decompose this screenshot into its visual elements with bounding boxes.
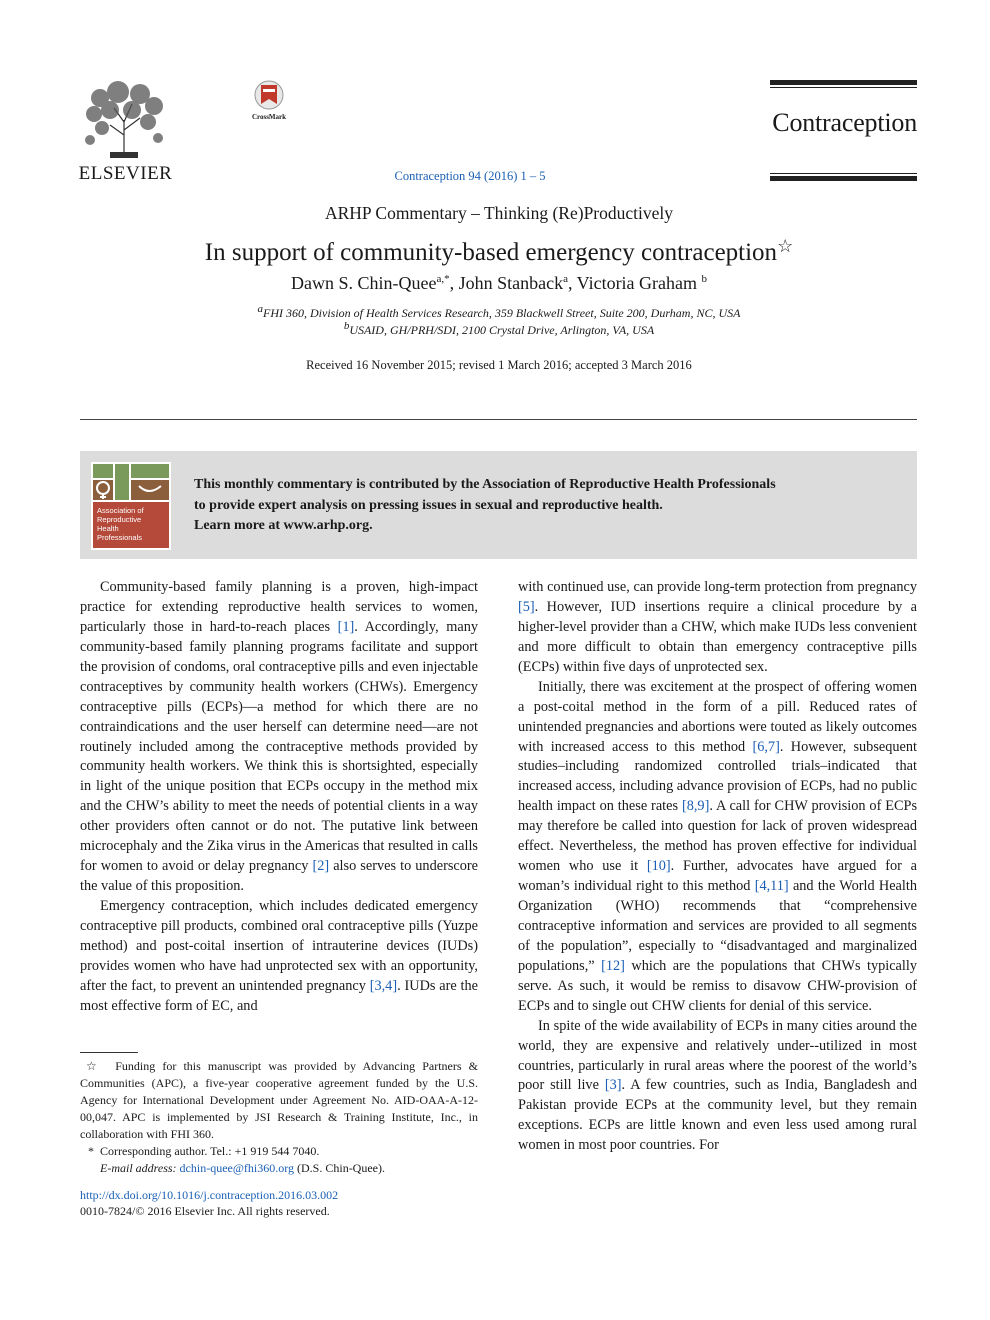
footnotes xyxy=(80,1058,478,1177)
email-label: E-mail address: xyxy=(100,1161,177,1175)
author-affil-mark[interactable]: a,* xyxy=(436,273,450,285)
arhp-line: This monthly commentary is contributed by the Association of Reproductive Health Professionals xyxy=(194,477,776,492)
journal-masthead-rule-bottom xyxy=(770,173,917,181)
arhp-description xyxy=(194,475,904,537)
paragraph: with continued use, can provide long-term protection from pregnancy [5]. However, IUD insertions require a clinical procedure by a higher-level provider than a CHW, which make IUDs less convenient and more difficult to obtain than emergency contraceptive pills (ECPs) within five days of unprotected sex. xyxy=(518,579,917,675)
journal-name[interactable]: Contraception xyxy=(772,108,917,137)
elsevier-tree-icon xyxy=(80,80,168,160)
crossmark-icon xyxy=(247,80,291,114)
body-column-right xyxy=(518,578,917,1156)
affiliation xyxy=(0,320,990,338)
doi-link[interactable]: http://dx.doi.org/10.1016/j.contraception.2016.03.002 xyxy=(80,1188,339,1202)
email-link[interactable]: dchin-quee@fhi360.org xyxy=(179,1161,295,1175)
author-affil-mark[interactable]: a xyxy=(563,273,568,285)
reference-link[interactable]: [3] xyxy=(604,1077,622,1094)
footnote-star-icon: ☆ xyxy=(86,1059,101,1073)
author-name[interactable]: Dawn S. Chin-Quee xyxy=(290,273,437,293)
author-name[interactable]: Victoria Graham xyxy=(576,273,698,293)
paragraph: In spite of the wide availability of ECPs in many cities around the world, they are expensive and relatively under--utilized in most countries, particularly in rural areas where the poorest of the world’s poor still live [3]. A few countries, such as India, Bangladesh and Pakistan provide ECPs at the community level, but they remain exceptions. ECPs are little known and even less used among rural women in most poor countries. For xyxy=(518,1017,917,1154)
reference-link[interactable]: [2] xyxy=(312,858,330,875)
affiliation-text: FHI 360, Division of Health Services Research, 359 Blackwell Street, Suite 200, Durham, NC, USA xyxy=(263,306,741,320)
title-footnote-star-icon[interactable]: ☆ xyxy=(777,236,794,256)
arhp-link-line[interactable]: Learn more at www.arhp.org. xyxy=(194,518,373,533)
journal-masthead-rule xyxy=(770,80,917,88)
funding-footnote: ☆ Funding for this manuscript was provided by Advancing Partners & Communities (APC), a five-year cooperative agreement funded by the U.S. Agency for International Development under Agreement No. AID-OAA-A-12-00,047. APC is implemented by JSI Research & Training Institute, Inc., in collaboration with FHI 360. xyxy=(80,1059,479,1141)
divider xyxy=(80,419,917,420)
affiliation xyxy=(0,303,990,321)
affiliation-text: USAID, GH/PRH/SDI, 2100 Crystal Drive, Arlington, VA, USA xyxy=(349,323,655,337)
author-list: Dawn S. Chin-Quee$^{a,*}$, John Stanback$^a$, Victoria Graham $^b$ xyxy=(290,273,708,293)
elsevier-logo[interactable] xyxy=(78,80,173,182)
reference-link[interactable]: [3,4] xyxy=(369,977,398,994)
arhp-logo-text: Association of Reproductive Health Professionals xyxy=(97,506,144,542)
reference-link[interactable]: [12] xyxy=(601,957,625,974)
corresponding-footnote: * Corresponding author. Tel.: +1 919 544 7040. xyxy=(88,1144,320,1158)
paragraph: Emergency contraception, which includes dedicated emergency contraceptive pill products, combined oral contraceptive pills (Yuzpe method) and post-coital insertion of intrauterine devices (IUDs) provides women who have had unprotected sex with an opportunity, after the fact, to prevent an unintended pregnancy [3,4]. IUDs are the most effective form of EC, and xyxy=(80,898,478,1014)
arhp-logo[interactable] xyxy=(91,462,171,550)
crossmark-badge[interactable] xyxy=(247,80,291,126)
footnote-divider xyxy=(80,1052,138,1053)
arhp-commentary-box xyxy=(80,451,917,559)
author-name[interactable]: John Stanback xyxy=(458,273,564,293)
publisher-name: ELSEVIER xyxy=(78,163,173,184)
article-history: Received 16 November 2015; revised 1 March 2016; accepted 3 March 2016 xyxy=(306,358,692,372)
author-affil-mark[interactable]: b xyxy=(701,273,708,285)
reference-link[interactable]: [10] xyxy=(646,858,671,875)
reference-link[interactable]: [5] xyxy=(518,598,535,615)
crossmark-label: CrossMark xyxy=(251,113,287,121)
reference-link[interactable]: [8,9] xyxy=(681,798,710,815)
reference-link[interactable]: [4,11] xyxy=(754,878,789,895)
article-title xyxy=(0,236,990,267)
journal-citation-link[interactable]: Contraception 94 (2016) 1 – 5 xyxy=(394,169,546,183)
reference-link[interactable]: [1] xyxy=(337,618,355,635)
title-text: In support of community-based emergency contraception xyxy=(204,239,778,266)
arhp-line: to provide expert analysis on pressing issues in sexual and reproductive health. xyxy=(194,497,663,513)
section-label: ARHP Commentary – Thinking (Re)Productively xyxy=(324,203,674,223)
email-footnote: E-mail address: dchin-quee@fhi360.org (D.S. Chin-Quee). xyxy=(100,1161,385,1175)
affiliation-mark: a xyxy=(257,303,263,315)
reference-link[interactable]: [6,7] xyxy=(752,738,780,755)
paragraph: Initially, there was excitement at the prospect of offering women a post-coital method in the form of a pill. Reduced rates of unintended pregnancies and abortions were touted as likely outcomes with increased access to this method [6,7]. However, subsequent studies–including randomized controlled trials–indicated that increased access, including advance provision of ECPs, had no public health impact on these rates [8,9]. A call for CHW provision of ECPs may therefore be called into question for lack of proven widespread effect. Nevertheless, the method has proven effective for individual women who use it [10]. Further, advocates have argued for a woman’s individual right to this method [4,11] and the World Health Organization (WHO) recommends that “comprehensive contraceptive information and services are provided to all segments of the population”, especially to “disadvantaged and marginalized populations,” [12] which are the populations that CHWs typically serve. As such, it would be remiss to disavow CHW-provision of ECPs and to single out CHW clients for denial of this service. xyxy=(518,678,918,1014)
affiliation-mark: b xyxy=(343,320,350,332)
body-column-left xyxy=(80,578,478,1017)
footnote-asterisk: * xyxy=(88,1144,94,1158)
paragraph: Community-based family planning is a proven, high-impact practice for extending reproductive health services to women, particularly those in hard-to-reach places [1]. Accordingly, many community-based family planning programs facilitate and support the provision of condoms, oral contraceptive pills and even injectable contraceptives by community health workers (CHWs). Emergency contraceptive pills (ECPs)—a method for which there are no contraindications and the user herself can determine need—are not routinely included among the contraceptive methods provided by community health workers. We think this is shortsighted, especially in light of the unique position that ECPs occupy in the method mix and the CHW’s ability to meet the needs of potential clients in a way other providers often cannot or do not. The putative link between microcephaly and the Zika virus in the Americas that resulted in calls for women to avoid or delay pregnancy [2] also serves to underscore the value of this proposition. xyxy=(80,579,478,895)
copyright: 0010-7824/© 2016 Elsevier Inc. All rights reserved. xyxy=(80,1204,330,1218)
